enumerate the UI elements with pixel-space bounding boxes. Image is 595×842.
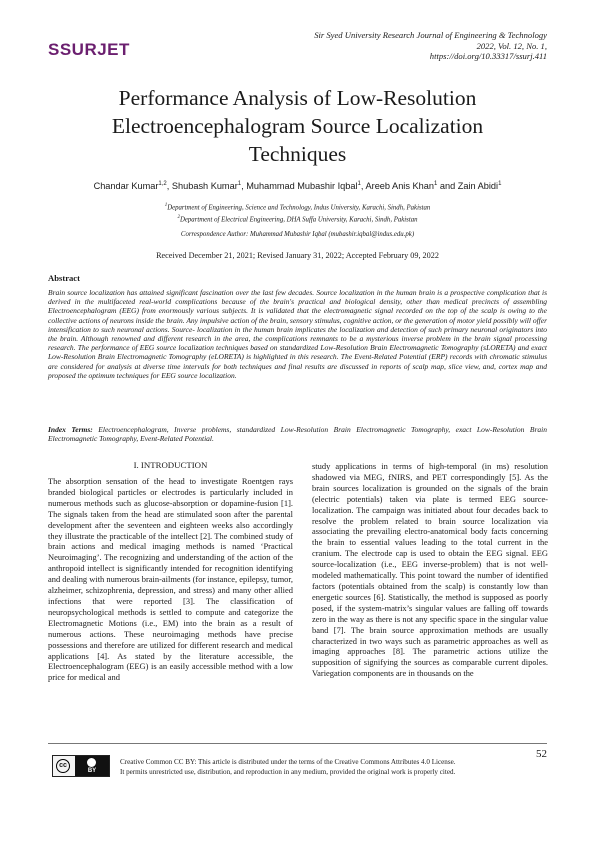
title-line: Electroencephalogram Source Localization (111, 114, 484, 138)
author-separator: and (437, 181, 458, 192)
author-separator: , (241, 181, 247, 192)
author-name: Zain Abidi (457, 181, 499, 192)
journal-name: Sir Syed University Research Journal of Engineering & Technology (314, 30, 547, 40)
section-heading: I. INTRODUCTION (133, 460, 208, 470)
index-terms (48, 425, 547, 443)
author-affiliation-mark: 1,2 (158, 181, 167, 187)
author-name: Areeb Anis Khan (365, 181, 434, 192)
index-terms-text: Electroencephalogram, Inverse problems, standardized Low-Resolution Brain Electromagnetic Tomography, exact Low-Resolution Brain Electromagnetic Tomography, Event-Related Potential. (48, 425, 547, 444)
author-name: Muhammad Mubashir Iqbal (246, 181, 358, 192)
cc-by-license-icon[interactable] (52, 755, 110, 777)
license-text (120, 757, 510, 777)
abstract-text: Brain source localization has attained significant fascination over the last few decades. Source localization in the human brain is a prospective complication that is derived in the multifaceted real-world complications because of the brain's practical and biological density, other than medical precincts of assembling Electroencephalogram (EEG) from enormously various subjects. It is validated that the electromagnetic signal recorded on the top of the scalp is owing to the collective actions of neurons inside the brain. Any impulsive action of the brain, sensory stimulus, cognitive action, or the generation of motor yield possibly will offer intensification to such neuronal actions. Source- localization in the human brain implicates the localization and detection of such primary neuronal originators into the brain. Although renowned and different research in the area, the complications remnants to be a mysterious inverse problem in the brain signal processing research. The performance of EEG source localization techniques based on standardized Low-Resolution Brain Electromagnetic Tomography (sLORETA) and exact Low-Resolution Brain Electromagnetic Tomography (eLORETA) is highlighted in this research. The Event-Related Potential (ERP) records with chromatic stimulus are considered for analysis at diverse time intervals for both techniques and final results are discussed in reports of scalp map, slice view, and, cortex map and proposed the optimum techniques for EEG source localization. (48, 288, 547, 380)
license-line: It permits unrestricted use, distribution, and reproduction in any medium, provided the original work is properly cited. (120, 768, 456, 776)
body-column-left: The absorption sensation of the head to investigate Roentgen rays branded biological particles or electrodes is particularly included in numerous methods such as glucose-absorption or dopamine-fusion [1]. The signals taken from the head are stimulated soon after the parental development after the seventeen and eighteen weeks also accordingly they illustrate the practicable of the intellect [2]. The combined study of brain actions and medical imaging methods is named ‘Practical Neuroimaging’. The recognizing and understanding of the action of the anthropoid intellect is significantly intended for recognition identifying and dealing with numerous brain-ailments (for instance, epilepsy, tumor, alzheimer, schizophrenia, depression, and stress) and many other allied infections that were reported [3]. The classification of neuropsychological methods is settled to compute and categorize the Electromagnetic Motions (i.e., EM) into the brain as a result of numerous actions. These neuroimaging methods have precise possessions and therefore are utilized for different research and medical applications [4]. As stated by the literature accessible, the Electroencephalogram (EEG) is an easily accessible method with a low price for medical and (48, 476, 293, 683)
paper-title (48, 84, 547, 168)
author-affiliation-mark: 1 (498, 181, 502, 187)
affiliations (48, 201, 547, 225)
by-label: BY (87, 768, 97, 774)
title-line: Techniques (248, 142, 347, 166)
affiliation-line (48, 201, 547, 213)
body-column-right: study applications in terms of high-temporal (in ms) resolution shadowed via MEG, fNIRS, and PET correspondingly [5]. As the brain sources localization is grounded on the signals of the brain (electric potentials) taken via plate is termed EEG source-localization. The campaign was initiated about four decades back to resolve the problem related to brain source localization via associating the prevailing electro-anatomical body facts concerning the brain to essential values leading to the total current in the cranium. The electrode cap is used to obtain the EEG signal. EEG source-localization (i.e., EEG inverse-problem) that is not well-modeled mathematically. This point toward the number of identified factors (potentials obtained from the scalp) is constantly low than energetic sources [6]. Statistically, the method is supposed as poorly posed, if the system-matrix’s singular values are falling off towards zero in the way as there is not any specific space in the singular value band [7]. The brain source approximation methods are usually characterized in two ways such as parametric approaches as well as imaging approaches [8]. The parametric actions utilize the supposition of signifying the sources as comparable current dipoles. Variegation components are in thousands on the (312, 461, 548, 679)
by-badge (75, 756, 109, 776)
author-list (30, 181, 565, 191)
affiliation-text: Department of Electrical Engineering, DHA Suffa University, Karachi, Sindh, Pakistan (179, 216, 418, 224)
author-name: Shubash Kumar (171, 181, 238, 192)
author-affiliation-mark: 1 (357, 181, 361, 187)
person-icon (87, 758, 96, 767)
journal-doi[interactable]: https://doi.org/10.33317/ssurj.411 (429, 51, 547, 61)
title-line: Performance Analysis of Low-Resolution (118, 86, 477, 110)
journal-logo: SSURJET (48, 40, 130, 59)
author-separator: , (360, 181, 366, 192)
author-affiliation-mark: 1 (237, 181, 242, 187)
affiliation-text: Department of Engineering, Science and Technology, Indus University, Karachi, Sindh, Pakistan (167, 204, 431, 212)
affiliation-mark: 1 (164, 203, 168, 208)
page-number: 52 (536, 748, 547, 760)
license-line: Creative Common CC BY: This article is distributed under the terms of the Creative Commons Attributes 4.0 License. (120, 758, 456, 766)
footer-divider (48, 743, 547, 744)
affiliation-mark: 2 (177, 214, 180, 220)
abstract-heading: Abstract (48, 273, 80, 283)
cc-symbol-icon: cc (56, 759, 70, 773)
journal-info (314, 30, 547, 62)
journal-volume: 2022, Vol. 12, No. 1, (476, 40, 547, 51)
affiliation-line (48, 213, 547, 225)
author-affiliation-mark: 1 (433, 181, 438, 187)
submission-dates: Received December 21, 2021; Revised January 31, 2022; Accepted February 09, 2022 (156, 251, 439, 260)
index-terms-label: Index Terms: (48, 425, 93, 434)
author-name: Chandar Kumar (93, 181, 159, 192)
author-separator: , (166, 181, 172, 192)
correspondence-author: Correspondence Author: Muhammad Mubashir Iqbal (mubashir.iqbal@indus.edu.pk) (180, 231, 415, 238)
